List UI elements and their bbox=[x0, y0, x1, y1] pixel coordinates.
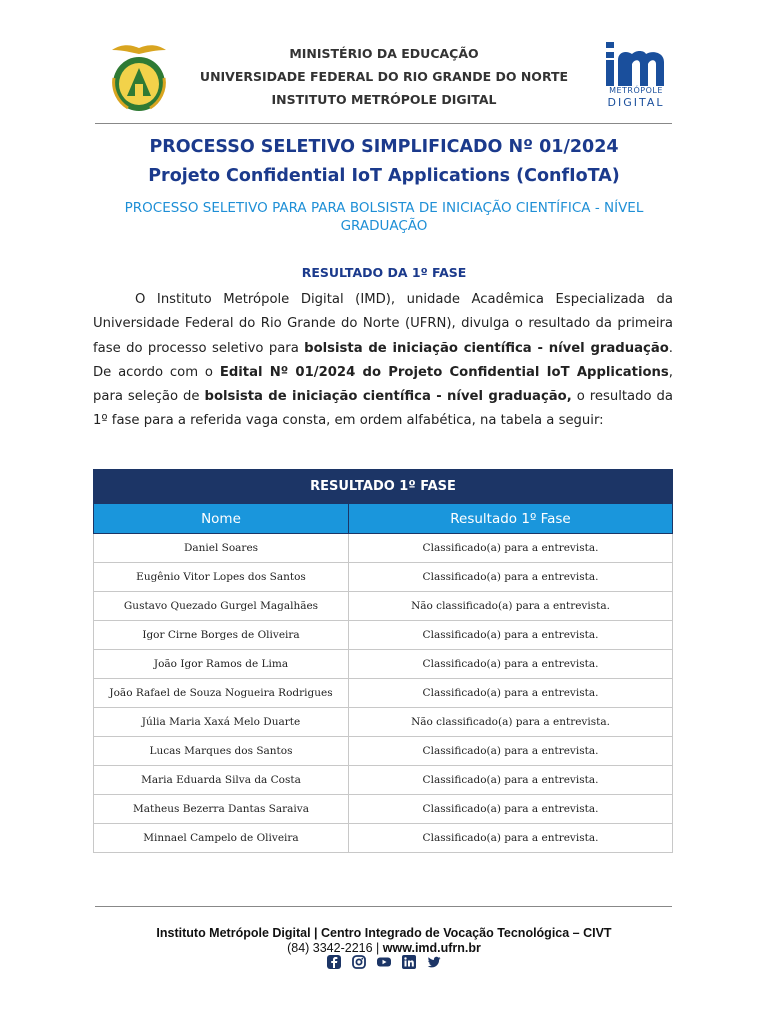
table-body bbox=[94, 534, 673, 853]
footer-divider bbox=[95, 906, 672, 907]
process-subtitle: PROCESSO SELETIVO PARA PARA BOLSISTA DE INICIAÇÃO CIENTÍFICA - NÍVEL GRADUAÇÃO bbox=[124, 200, 644, 234]
table-row bbox=[94, 621, 673, 650]
candidate-name: Gustavo Quezado Gurgel Magalhães bbox=[94, 592, 349, 621]
social-icons bbox=[327, 955, 441, 971]
candidate-name: João Rafael de Souza Nogueira Rodrigues bbox=[94, 679, 349, 708]
table-row bbox=[94, 824, 673, 853]
table-row bbox=[94, 563, 673, 592]
candidate-name: Lucas Marques dos Santos bbox=[94, 737, 349, 766]
table-row bbox=[94, 766, 673, 795]
body-text-2: . De acordo com o bbox=[93, 340, 673, 380]
instagram-icon[interactable] bbox=[352, 955, 366, 969]
results-table bbox=[93, 469, 673, 853]
footer-phone: (84) 3342-2216 | bbox=[287, 941, 383, 955]
process-title: PROCESSO SELETIVO SIMPLIFICADO Nº 01/2024 bbox=[149, 137, 619, 157]
linkedin-icon[interactable] bbox=[402, 955, 416, 969]
candidate-result: Classificado(a) para a entrevista. bbox=[349, 534, 673, 563]
logo-text-metropole: METRÓPOLE bbox=[609, 86, 663, 95]
table-row bbox=[94, 679, 673, 708]
candidate-name: Matheus Bezerra Dantas Saraiva bbox=[94, 795, 349, 824]
candidate-result: Classificado(a) para a entrevista. bbox=[349, 737, 673, 766]
column-header-name: Nome bbox=[94, 504, 349, 534]
footer-institute: Instituto Metrópole Digital | Centro Integrado de Vocação Tecnológica – CIVT bbox=[156, 926, 612, 940]
body-paragraph bbox=[93, 288, 673, 434]
candidate-name: Daniel Soares bbox=[94, 534, 349, 563]
candidate-result: Classificado(a) para a entrevista. bbox=[349, 621, 673, 650]
header-divider bbox=[95, 123, 672, 124]
table-row bbox=[94, 650, 673, 679]
candidate-name: Minnael Campelo de Oliveira bbox=[94, 824, 349, 853]
facebook-icon[interactable] bbox=[327, 955, 341, 969]
footer-contact bbox=[0, 941, 768, 955]
project-title: Projeto Confidential IoT Applications (ConfIoTA) bbox=[148, 166, 620, 186]
candidate-name: Igor Cirne Borges de Oliveira bbox=[94, 621, 349, 650]
twitter-icon[interactable] bbox=[427, 955, 441, 969]
candidate-result: Classificado(a) para a entrevista. bbox=[349, 650, 673, 679]
candidate-result: Classificado(a) para a entrevista. bbox=[349, 679, 673, 708]
table-row bbox=[94, 708, 673, 737]
footer-website-link[interactable]: www.imd.ufrn.br bbox=[382, 941, 481, 955]
candidate-result: Classificado(a) para a entrevista. bbox=[349, 824, 673, 853]
body-text-3: , para seleção de bbox=[93, 364, 673, 405]
table-row bbox=[94, 795, 673, 824]
candidate-result: Classificado(a) para a entrevista. bbox=[349, 795, 673, 824]
candidate-result: Classificado(a) para a entrevista. bbox=[349, 563, 673, 592]
candidate-result: Classificado(a) para a entrevista. bbox=[349, 766, 673, 795]
logo-text-digital: DIGITAL bbox=[607, 96, 665, 109]
body-text-4: o resultado da 1º fase para a referida vaga consta, em ordem alfabética, na tabela a seguir: bbox=[93, 389, 673, 429]
institute-line: INSTITUTO METRÓPOLE DIGITAL bbox=[271, 92, 497, 107]
table-row bbox=[94, 592, 673, 621]
table-title: RESULTADO 1º FASE bbox=[94, 470, 673, 504]
candidate-name: Eugênio Vitor Lopes dos Santos bbox=[94, 563, 349, 592]
body-text-1: O Instituto Metrópole Digital (IMD), unidade Acadêmica Especializada da Universidade Federal do Rio Grande do Norte (UFRN), divulga o resultado da primeira fase do processo seletivo para bbox=[93, 292, 673, 356]
document-header bbox=[0, 0, 768, 125]
section-heading: RESULTADO DA 1º FASE bbox=[301, 265, 467, 280]
body-bold-1: bolsista de iniciação científica - nível graduação bbox=[304, 340, 669, 356]
body-bold-3: bolsista de iniciação científica - nível graduação, bbox=[204, 389, 572, 405]
body-bold-2: Edital Nº 01/2024 do Projeto Confidential IoT Applications bbox=[219, 364, 669, 380]
university-line: UNIVERSIDADE FEDERAL DO RIO GRANDE DO NORTE bbox=[199, 69, 569, 84]
table-row bbox=[94, 534, 673, 563]
candidate-result: Não classificado(a) para a entrevista. bbox=[349, 708, 673, 737]
candidate-name: Maria Eduarda Silva da Costa bbox=[94, 766, 349, 795]
youtube-icon[interactable] bbox=[377, 955, 391, 969]
ministry-line: MINISTÉRIO DA EDUCAÇÃO bbox=[289, 46, 479, 61]
column-header-result: Resultado 1º Fase bbox=[349, 504, 673, 534]
candidate-name: Júlia Maria Xaxá Melo Duarte bbox=[94, 708, 349, 737]
candidate-name: João Igor Ramos de Lima bbox=[94, 650, 349, 679]
table-row bbox=[94, 737, 673, 766]
candidate-result: Não classificado(a) para a entrevista. bbox=[349, 592, 673, 621]
